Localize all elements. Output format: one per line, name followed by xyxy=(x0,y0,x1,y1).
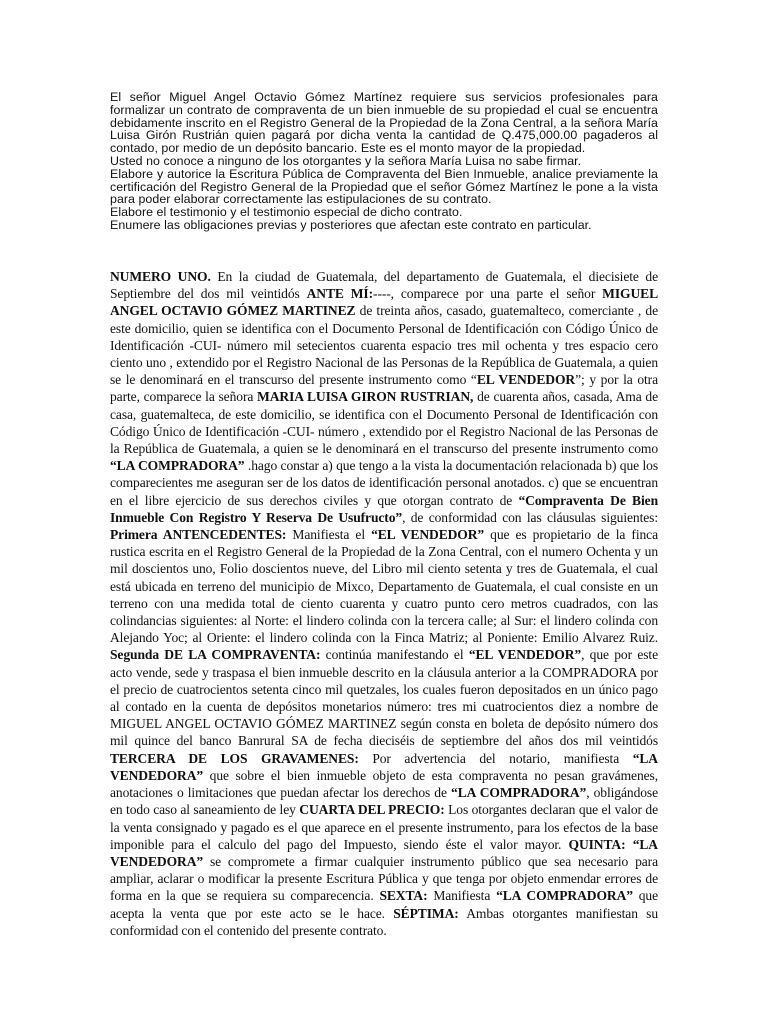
instruction-paragraph: El señor Miguel Angel Octavio Gómez Martínez requiere sus servicios profesionales para formalizar un contrato de compraventa de un bien inmueble de su propiedad el cual se encuentra debidamente inscrito en el Registro General de la Propiedad de la Zona Central, a la señora María Luisa Girón Rustrián quien pagará por dicha venta la cantidad de Q.475,000.00 pagaderos al contado, por medio de un depósito bancario. Este es el monto mayor de la propiedad. xyxy=(110,90,658,156)
deed-text-run: de cuarenta años, casada, Ama de casa, guatemalteca, de este domicilio, se identifica con el Documento Personal de Identificación con Código Único de Identificación -CUI- número , extendido por el Registro Nacional de las Personas de la República de Guatemala, a quien se le denominará en el transcurso del presente instrumento como xyxy=(110,389,658,457)
deed-bold-run: “EL VENDEDOR” xyxy=(371,527,485,543)
deed-bold-run: CUARTA DEL PRECIO: xyxy=(299,802,445,818)
deed-bold-run: MIGUEL ANGEL OCTAVIO GÓMEZ MARTINEZ xyxy=(110,286,659,319)
deed-bold-run: “EL VENDEDOR” xyxy=(468,647,582,663)
deed-text-run: que acepta la venta que por este acto se le hace. xyxy=(110,888,658,921)
deed-text-run: que sobre el bien inmueble objeto de esta compraventa no pesan gravámenes, anotaciones o limitaciones que puedan afectar los derechos de xyxy=(110,767,658,801)
deed-text-run: que es propietario de la finca rustica escrita en el Registro General de la Propiedad de la Zona Central, con el numero Ochenta y un mil doscientos uno, Folio doscientos nueve, del Libro mil ciento setenta y tres de Guatemala, el cual está ubicada en terreno del municipio de Mixco, Departamento de Guatemala, el cual consiste en un terreno con una medida total de ciento cuarenta y cuatro punto cero metros cuadrados, con las colindancias siguientes: al Norte: el lindero colinda con la tercera calle; al Sur: el lindero colinda con Alejando Yoc; al Oriente: el lindero colinda con la Finca Matriz; al Poniente: Emilio Alvarez Ruiz. xyxy=(110,527,658,646)
deed-bold-run: EL VENDEDOR xyxy=(476,372,576,388)
deed-bold-run: “LA COMPRADORA” xyxy=(110,458,245,474)
public-deed-text xyxy=(110,268,658,939)
deed-text-run: Los otorgantes declaran que el valor de la venta consignado y pagado es el que aparece en el presente instrumento, para los efectos de la base imponible para el calculo del pago del Impuesto, siendo éste el valor mayor. xyxy=(110,802,658,852)
deed-bold-run: QUINTA: “LA VENDEDORA” xyxy=(110,836,658,869)
deed-bold-run: SEXTA: xyxy=(379,888,428,904)
deed-text-run: Manifiesta el xyxy=(286,527,372,543)
deed-bold-run: “LA VENDEDORA” xyxy=(110,750,658,783)
deed-text-run: .hago constar a) que tengo a la vista la documentación relacionada b) que los comparecientes me aseguran ser de los datos de identificación personal anotados. c) que se encuentran en el libre ejercicio de sus derechos civiles y que otorgan contrato de xyxy=(110,458,658,508)
deed-text-run: Ambas otorgantes manifiestan su conformidad con el contenido del presente contrato. xyxy=(110,905,658,938)
deed-text-run: En la ciudad de Guatemala, del departamento de Guatemala, el diecisiete de Septiembre del dos mil veintidós xyxy=(110,269,658,302)
deed-text-run: continúa manifestando el xyxy=(320,647,469,663)
deed-bold-run: MARIA LUISA GIRON RUSTRIAN, xyxy=(257,389,474,405)
deed-text-run: ----, comparece por una parte el señor xyxy=(373,286,603,302)
deed-text-run: , obligándose en todo caso al saneamiento de ley xyxy=(110,785,658,818)
instruction-paragraph: Enumere las obligaciones previas y posteriores que afectan este contrato en particular. xyxy=(110,217,592,232)
deed-bold-run: Primera ANTENCEDENTES: xyxy=(110,527,287,543)
deed-bold-run: ANTE MÍ: xyxy=(306,286,374,302)
deed-bold-run: “Compraventa De Bien Inmueble Con Registro Y Reserva De Usufructo” xyxy=(110,492,658,525)
deed-text-run: Manifiesta xyxy=(427,888,497,904)
deed-text-run: , que por este acto vende, sede y traspasa el bien inmueble descrito en la cláusula anterior a la COMPRADORA por el precio de cuatrocientos setenta cinco mil quetzales, los cuales fueron depositados en un único pago al contado en la cuenta de depósitos monetarios número: tres mi cuatrocientos diez a nombre de MIGUEL ANGEL OCTAVIO GÓMEZ MARTINEZ según consta en boleta de depósito número dos mil quince del banco Banrural SA de fecha dieciséis de septiembre del años dos mil veintidós xyxy=(110,647,658,749)
deed-bold-run: NUMERO UNO. xyxy=(110,269,211,284)
deed-bold-run: “LA COMPRADORA” xyxy=(451,785,587,801)
deed-text-run: ”; y por la otra parte, comparece la señora xyxy=(110,372,658,405)
deed-text-run: Por advertencia del notario, manifiesta xyxy=(358,750,633,766)
deed-bold-run: TERCERA DE LOS GRAVAMENES: xyxy=(110,750,359,766)
instruction-paragraph: Elabore y autorice la Escritura Pública de Compraventa del Bien Inmueble, analice previamente la certificación del Registro General de la Propiedad que el señor Gómez Martínez le pone a la vista para poder elaborar correctamente las estipulaciones de su contrato. xyxy=(110,166,658,207)
instruction-paragraph: Usted no conoce a ninguno de los otorgantes y la señora María Luisa no sabe firmar. xyxy=(110,153,582,168)
deed-text-run: de treinta años, casado, guatemalteco, comerciante , de este domicilio, quien se identifica con el Documento Personal de Identificación con Código Único de Identificación -CUI- número mil setecientos cuarenta espacio tres mil ochenta y tres espacio cero ciento uno , extendido por el Registro Nacional de las Personas de la República de Guatemala, a quien se le denominará en el transcurso del presente instrumento como “ xyxy=(110,303,658,388)
deed-bold-run: Segunda DE LA COMPRAVENTA: xyxy=(110,647,321,663)
deed-text-run: , de conformidad con las cláusulas siguientes: xyxy=(402,509,658,525)
deed-bold-run: “LA COMPRADORA” xyxy=(496,888,633,904)
instruction-paragraph: Elabore el testimonio y el testimonio especial de dicho contrato. xyxy=(110,205,463,220)
deed-paragraph xyxy=(110,268,658,939)
case-instructions xyxy=(110,91,658,232)
deed-text-run: se compromete a firmar cualquier instrumento público que sea necesario para ampliar, aclarar o modificar la presente Escritura Pública y que tenga por objeto enmendar errores de forma en la que se requiera su comparecencia. xyxy=(110,853,658,904)
deed-bold-run: SÉPTIMA: xyxy=(393,905,459,921)
